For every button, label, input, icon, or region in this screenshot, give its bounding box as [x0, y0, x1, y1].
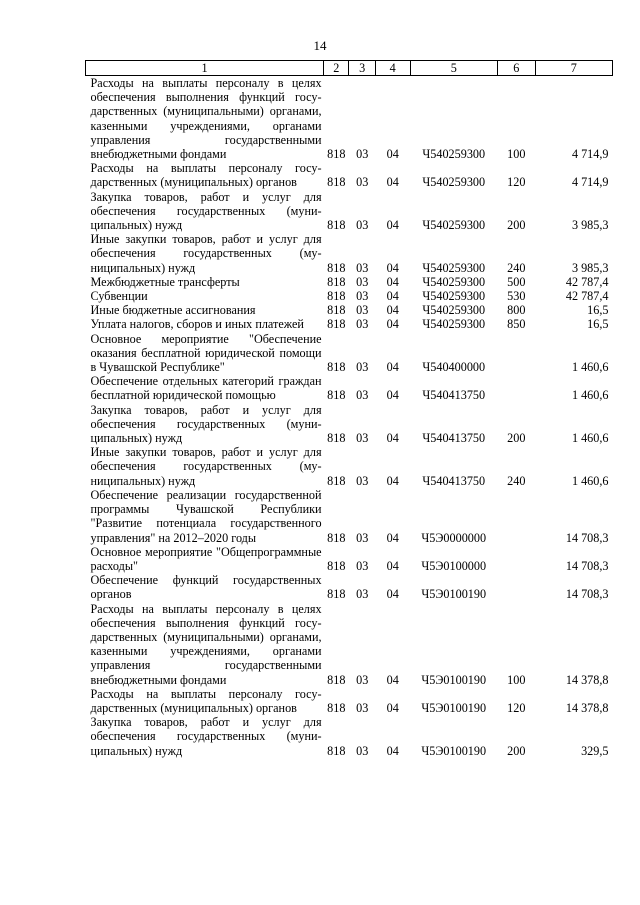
row-target-article: Ч5Э0100190	[421, 700, 487, 715]
row-subsection-code: 04	[386, 218, 399, 233]
row-ministry-code: 818	[327, 147, 346, 162]
row-section-code: 03	[356, 431, 369, 446]
row-amount: 42 787,4	[565, 289, 609, 304]
row-ministry-code: 818	[327, 530, 346, 545]
row-section-code: 03	[356, 473, 369, 488]
row-expense-type: 200	[507, 218, 526, 233]
row-name: Субвенции	[90, 289, 148, 304]
row-section-code: 03	[356, 303, 369, 318]
row-section-code: 03	[356, 260, 369, 275]
table-body	[86, 76, 613, 758]
table-row	[86, 545, 613, 573]
table-row	[86, 332, 613, 375]
row-amount: 1 460,6	[571, 473, 609, 488]
row-ministry-code: 818	[327, 672, 346, 687]
column-header: 6	[497, 61, 535, 76]
row-subsection-code: 04	[386, 530, 399, 545]
table-row	[86, 687, 613, 715]
row-amount: 14 378,8	[565, 672, 609, 687]
row-subsection-code: 04	[386, 388, 399, 403]
row-ministry-code: 818	[327, 289, 346, 304]
row-target-article: Ч540259300	[422, 274, 486, 289]
table-header-row	[86, 61, 613, 76]
row-section-code: 03	[356, 317, 369, 332]
row-amount: 16,5	[587, 317, 609, 332]
row-section-code: 03	[356, 700, 369, 715]
row-expense-type	[497, 488, 535, 545]
row-amount: 14 708,3	[565, 530, 609, 545]
row-section-code: 03	[356, 175, 369, 190]
row-expense-type: 850	[507, 317, 526, 332]
row-expense-type: 530	[507, 289, 526, 304]
row-target-article: Ч540259300	[422, 260, 486, 275]
row-ministry-code: 818	[327, 303, 346, 318]
row-target-article: Ч5Э0100190	[421, 743, 487, 758]
row-target-article: Ч540259300	[422, 303, 486, 318]
row-amount: 16,5	[587, 303, 609, 318]
row-section-code: 03	[356, 274, 369, 289]
row-expense-type: 200	[507, 743, 526, 758]
table-row	[86, 275, 613, 289]
row-target-article: Ч540259300	[422, 317, 486, 332]
row-target-article: Ч5Э0100190	[421, 672, 487, 687]
table-row	[86, 289, 613, 303]
row-name: Обеспечение функций государственных органов	[90, 573, 322, 602]
row-expense-type	[497, 545, 535, 573]
row-target-article: Ч540413750	[422, 473, 486, 488]
column-header: 7	[535, 61, 612, 76]
row-target-article: Ч540413750	[422, 431, 486, 446]
row-subsection-code: 04	[386, 431, 399, 446]
row-amount: 14 708,3	[565, 587, 609, 602]
row-name: Основное мероприятие "Обеспечение оказания бесплатной юридической помощи в Чувашской Республике"	[90, 331, 322, 375]
table-row	[86, 573, 613, 601]
row-ministry-code: 818	[327, 218, 346, 233]
row-expense-type: 120	[507, 175, 526, 190]
row-subsection-code: 04	[386, 289, 399, 304]
page-number: 14	[313, 38, 327, 53]
row-name: Иные закупки товаров, работ и услуг для обеспечения государственных (муниципальных) нужд	[90, 445, 322, 488]
row-name: Обеспечение реализации государственной программы Чувашской Республики "Развитие потенциала государственного управления" на 2012–2020 годы	[90, 487, 322, 545]
row-section-code: 03	[356, 558, 369, 573]
row-target-article: Ч540259300	[422, 289, 486, 304]
row-ministry-code: 818	[327, 700, 346, 715]
row-name: Иные закупки товаров, работ и услуг для обеспечения государственных (муниципальных) нужд	[90, 232, 322, 275]
table-row	[86, 374, 613, 402]
row-ministry-code: 818	[327, 431, 346, 446]
row-expense-type: 800	[507, 303, 526, 318]
row-ministry-code: 818	[327, 473, 346, 488]
row-expense-type: 100	[507, 672, 526, 687]
row-section-code: 03	[356, 530, 369, 545]
row-ministry-code: 818	[327, 260, 346, 275]
row-amount: 4 714,9	[571, 175, 609, 190]
row-subsection-code: 04	[386, 700, 399, 715]
row-amount: 3 985,3	[571, 260, 609, 275]
row-section-code: 03	[356, 289, 369, 304]
row-name: Закупка товаров, работ и услуг для обеспечения государственных (муниципальных) нужд	[90, 715, 322, 758]
row-ministry-code: 818	[327, 175, 346, 190]
row-ministry-code: 818	[327, 743, 346, 758]
column-header: 1	[86, 61, 324, 76]
row-amount: 14 708,3	[565, 558, 609, 573]
row-amount: 1 460,6	[571, 360, 609, 375]
row-ministry-code: 818	[327, 274, 346, 289]
row-target-article: Ч540259300	[422, 175, 486, 190]
row-subsection-code: 04	[386, 743, 399, 758]
row-amount: 4 714,9	[571, 147, 609, 162]
table-row	[86, 602, 613, 687]
row-subsection-code: 04	[386, 175, 399, 190]
row-subsection-code: 04	[386, 260, 399, 275]
row-subsection-code: 04	[386, 558, 399, 573]
table-row	[86, 303, 613, 317]
row-target-article: Ч540400000	[422, 360, 486, 375]
row-subsection-code: 04	[386, 587, 399, 602]
row-target-article: Ч540413750	[422, 388, 486, 403]
table-row	[86, 317, 613, 331]
row-section-code: 03	[356, 743, 369, 758]
row-amount: 329,5	[581, 743, 609, 758]
row-ministry-code: 818	[327, 388, 346, 403]
row-target-article: Ч540259300	[422, 147, 486, 162]
row-ministry-code: 818	[327, 317, 346, 332]
table-row	[86, 445, 613, 488]
row-section-code: 03	[356, 388, 369, 403]
row-expense-type: 240	[507, 260, 526, 275]
table-row	[86, 190, 613, 233]
column-header: 5	[410, 61, 497, 76]
row-expense-type: 120	[507, 700, 526, 715]
row-amount: 14 378,8	[565, 700, 609, 715]
row-expense-type: 240	[507, 473, 526, 488]
row-section-code: 03	[356, 587, 369, 602]
row-section-code: 03	[356, 218, 369, 233]
table-row	[86, 161, 613, 189]
row-name: Расходы на выплаты персоналу в целях обеспечения выполнения функций государственных (муниципальными) органами, казенными учреждениями, органами управления государственными внебюджетными фондами	[90, 76, 322, 162]
row-name: Расходы на выплаты персоналу государственных (муниципальных) органов	[90, 161, 322, 190]
row-expense-type: 500	[507, 274, 526, 289]
row-expense-type	[497, 374, 535, 402]
row-ministry-code: 818	[327, 587, 346, 602]
table-row	[86, 715, 613, 758]
column-header: 2	[324, 61, 349, 76]
row-name: Расходы на выплаты персоналу государственных (муниципальных) органов	[90, 686, 322, 715]
row-name: Основное мероприятие "Общепрограммные расходы"	[90, 544, 322, 573]
row-name: Иные бюджетные ассигнования	[90, 303, 256, 318]
table-row	[86, 403, 613, 446]
table-row	[86, 76, 613, 162]
row-subsection-code: 04	[386, 473, 399, 488]
row-expense-type: 100	[507, 147, 526, 162]
row-expense-type: 200	[507, 431, 526, 446]
row-expense-type	[497, 573, 535, 601]
table-row	[86, 488, 613, 545]
row-target-article: Ч5Э0100000	[421, 558, 487, 573]
row-amount: 1 460,6	[571, 388, 609, 403]
column-header: 3	[349, 61, 375, 76]
column-header: 4	[375, 61, 410, 76]
row-subsection-code: 04	[386, 303, 399, 318]
row-subsection-code: 04	[386, 317, 399, 332]
row-subsection-code: 04	[386, 672, 399, 687]
row-name: Закупка товаров, работ и услуг для обеспечения государственных (муниципальных) нужд	[90, 402, 322, 446]
row-ministry-code: 818	[327, 360, 346, 375]
row-target-article: Ч5Э0000000	[421, 530, 487, 545]
row-amount: 3 985,3	[571, 218, 609, 233]
row-section-code: 03	[356, 672, 369, 687]
row-name: Расходы на выплаты персоналу в целях обеспечения выполнения функций государственных (муниципальными) органами, казенными учреждениями, органами управления государственными внебюджетными фондами	[90, 601, 322, 687]
table-row	[86, 232, 613, 275]
row-subsection-code: 04	[386, 147, 399, 162]
row-name: Межбюджетные трансферты	[90, 274, 240, 289]
row-name: Обеспечение отдельных категорий граждан бесплатной юридической помощью	[90, 374, 322, 403]
row-ministry-code: 818	[327, 558, 346, 573]
row-section-code: 03	[356, 147, 369, 162]
budget-table	[85, 60, 613, 758]
row-section-code: 03	[356, 360, 369, 375]
row-target-article: Ч5Э0100190	[421, 587, 487, 602]
row-amount: 1 460,6	[571, 431, 609, 446]
row-name: Уплата налогов, сборов и иных платежей	[90, 317, 304, 332]
row-expense-type	[497, 332, 535, 375]
row-target-article: Ч540259300	[422, 218, 486, 233]
row-name: Закупка товаров, работ и услуг для обеспечения государственных (муниципальных) нужд	[90, 189, 322, 233]
row-amount: 42 787,4	[565, 274, 609, 289]
row-subsection-code: 04	[386, 274, 399, 289]
row-subsection-code: 04	[386, 360, 399, 375]
